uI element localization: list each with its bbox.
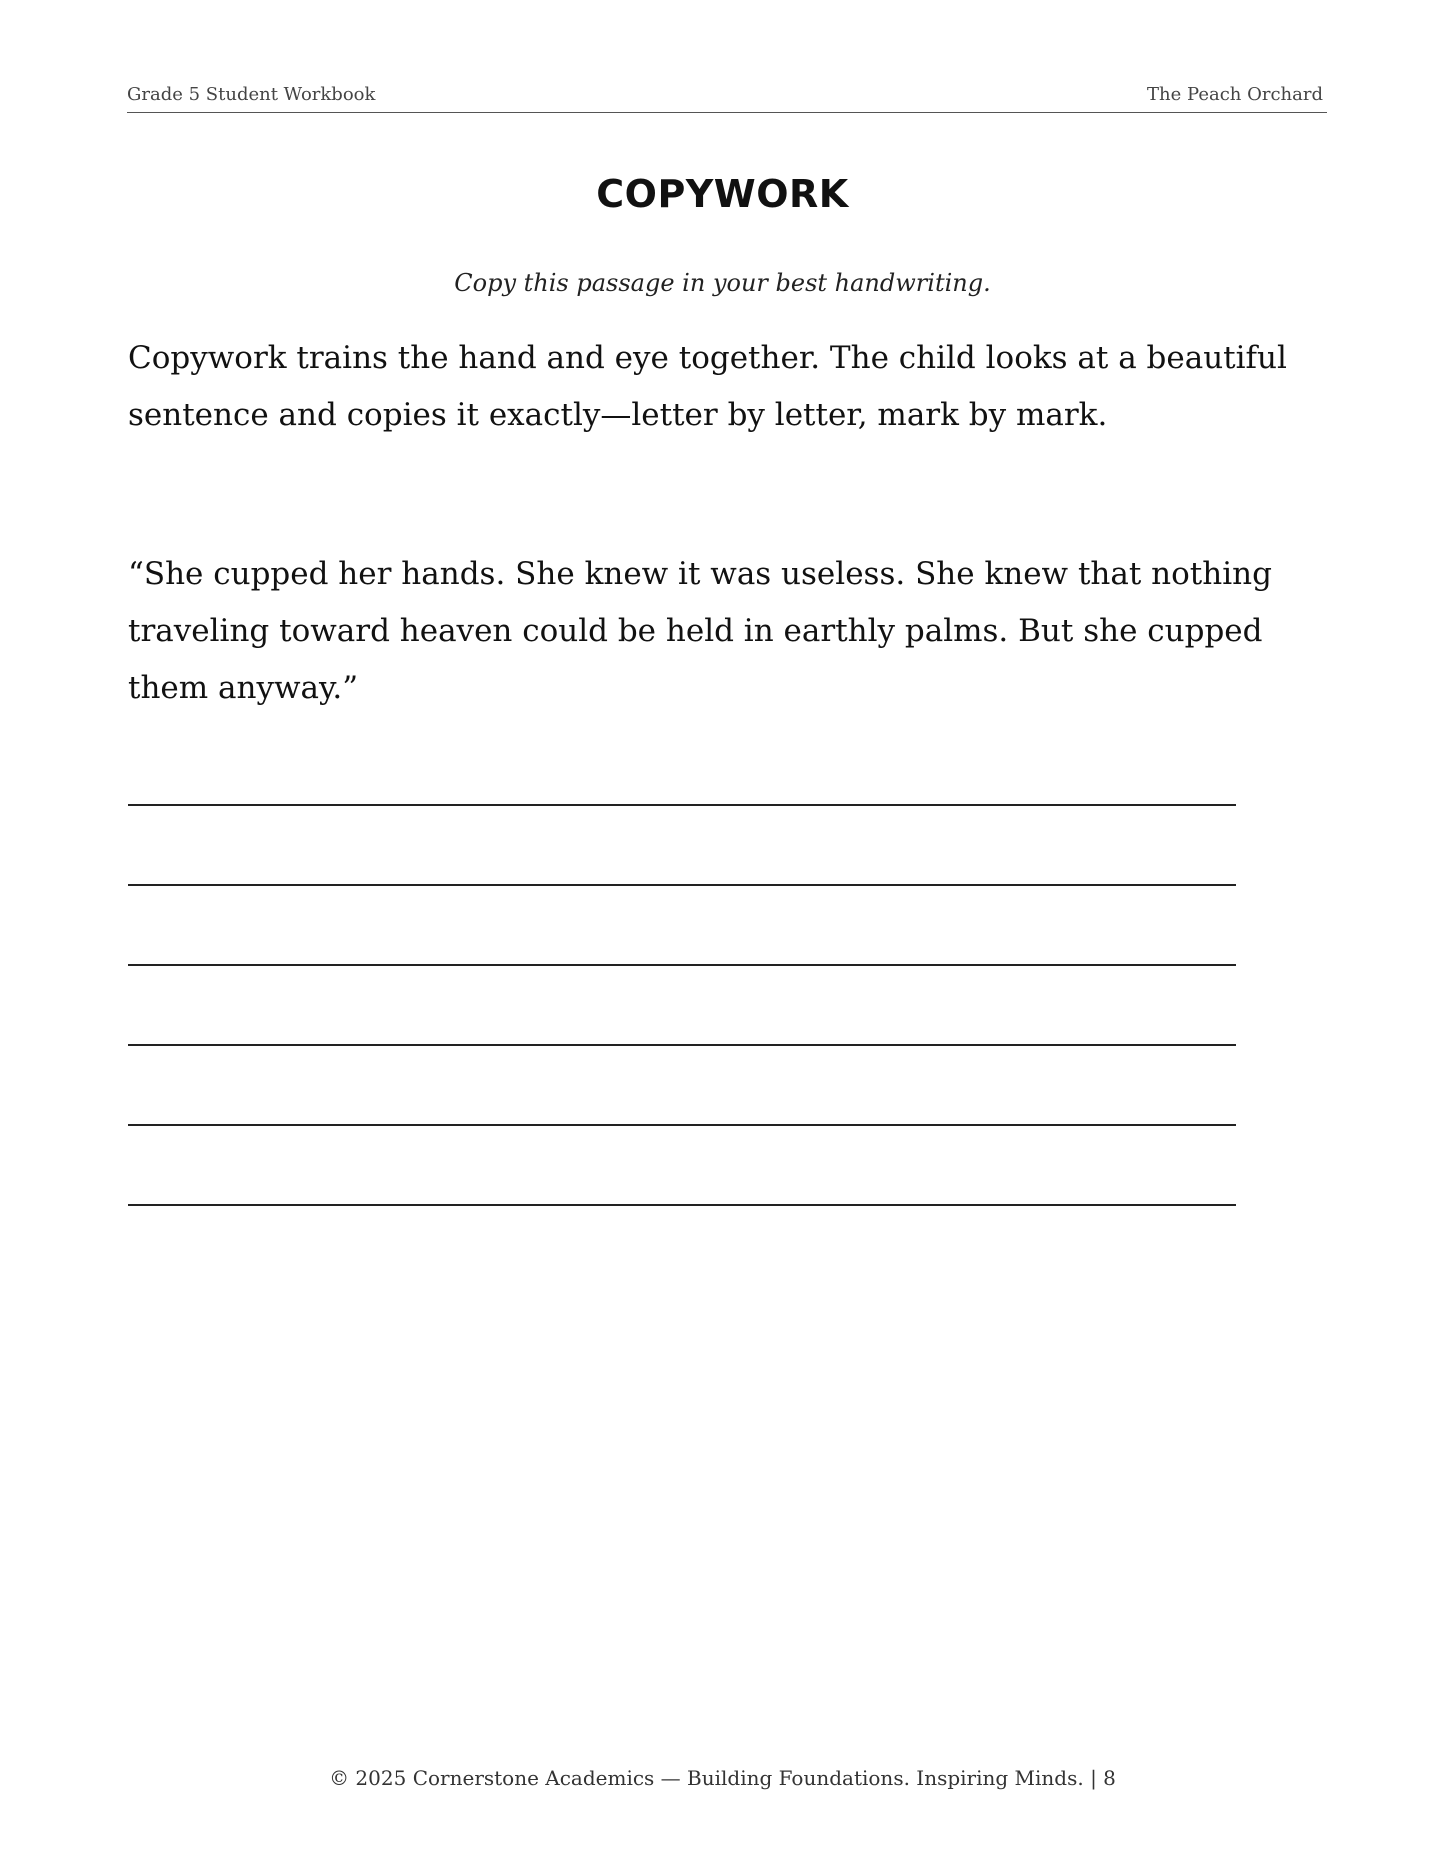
instruction-text: Copy this passage in your best handwriting.: [454, 269, 991, 297]
handwriting-line[interactable]: [128, 964, 1236, 966]
page-footer: © 2025 Cornerstone Academics — Building Foundations. Inspiring Minds. | 8: [329, 1766, 1116, 1790]
page-title: COPYWORK: [596, 172, 849, 216]
header-book-title: The Peach Orchard: [1147, 84, 1323, 105]
header-workbook-title: Grade 5 Student Workbook: [127, 84, 376, 105]
page-header: [127, 84, 1327, 113]
copy-passage: “She cupped her hands. She knew it was useless. She knew that nothing traveling toward heaven could be held in earthly palms. But she cupped them anyway.”: [128, 556, 1272, 706]
handwriting-lines: [128, 804, 1236, 1284]
handwriting-line[interactable]: [128, 804, 1236, 806]
handwriting-line[interactable]: [128, 1044, 1236, 1046]
intro-paragraph: Copywork trains the hand and eye together. The child looks at a beautiful sentence and copies it exactly—letter by letter, mark by mark.: [128, 340, 1287, 433]
handwriting-line[interactable]: [128, 1204, 1236, 1206]
handwriting-line[interactable]: [128, 1124, 1236, 1126]
handwriting-line[interactable]: [128, 884, 1236, 886]
